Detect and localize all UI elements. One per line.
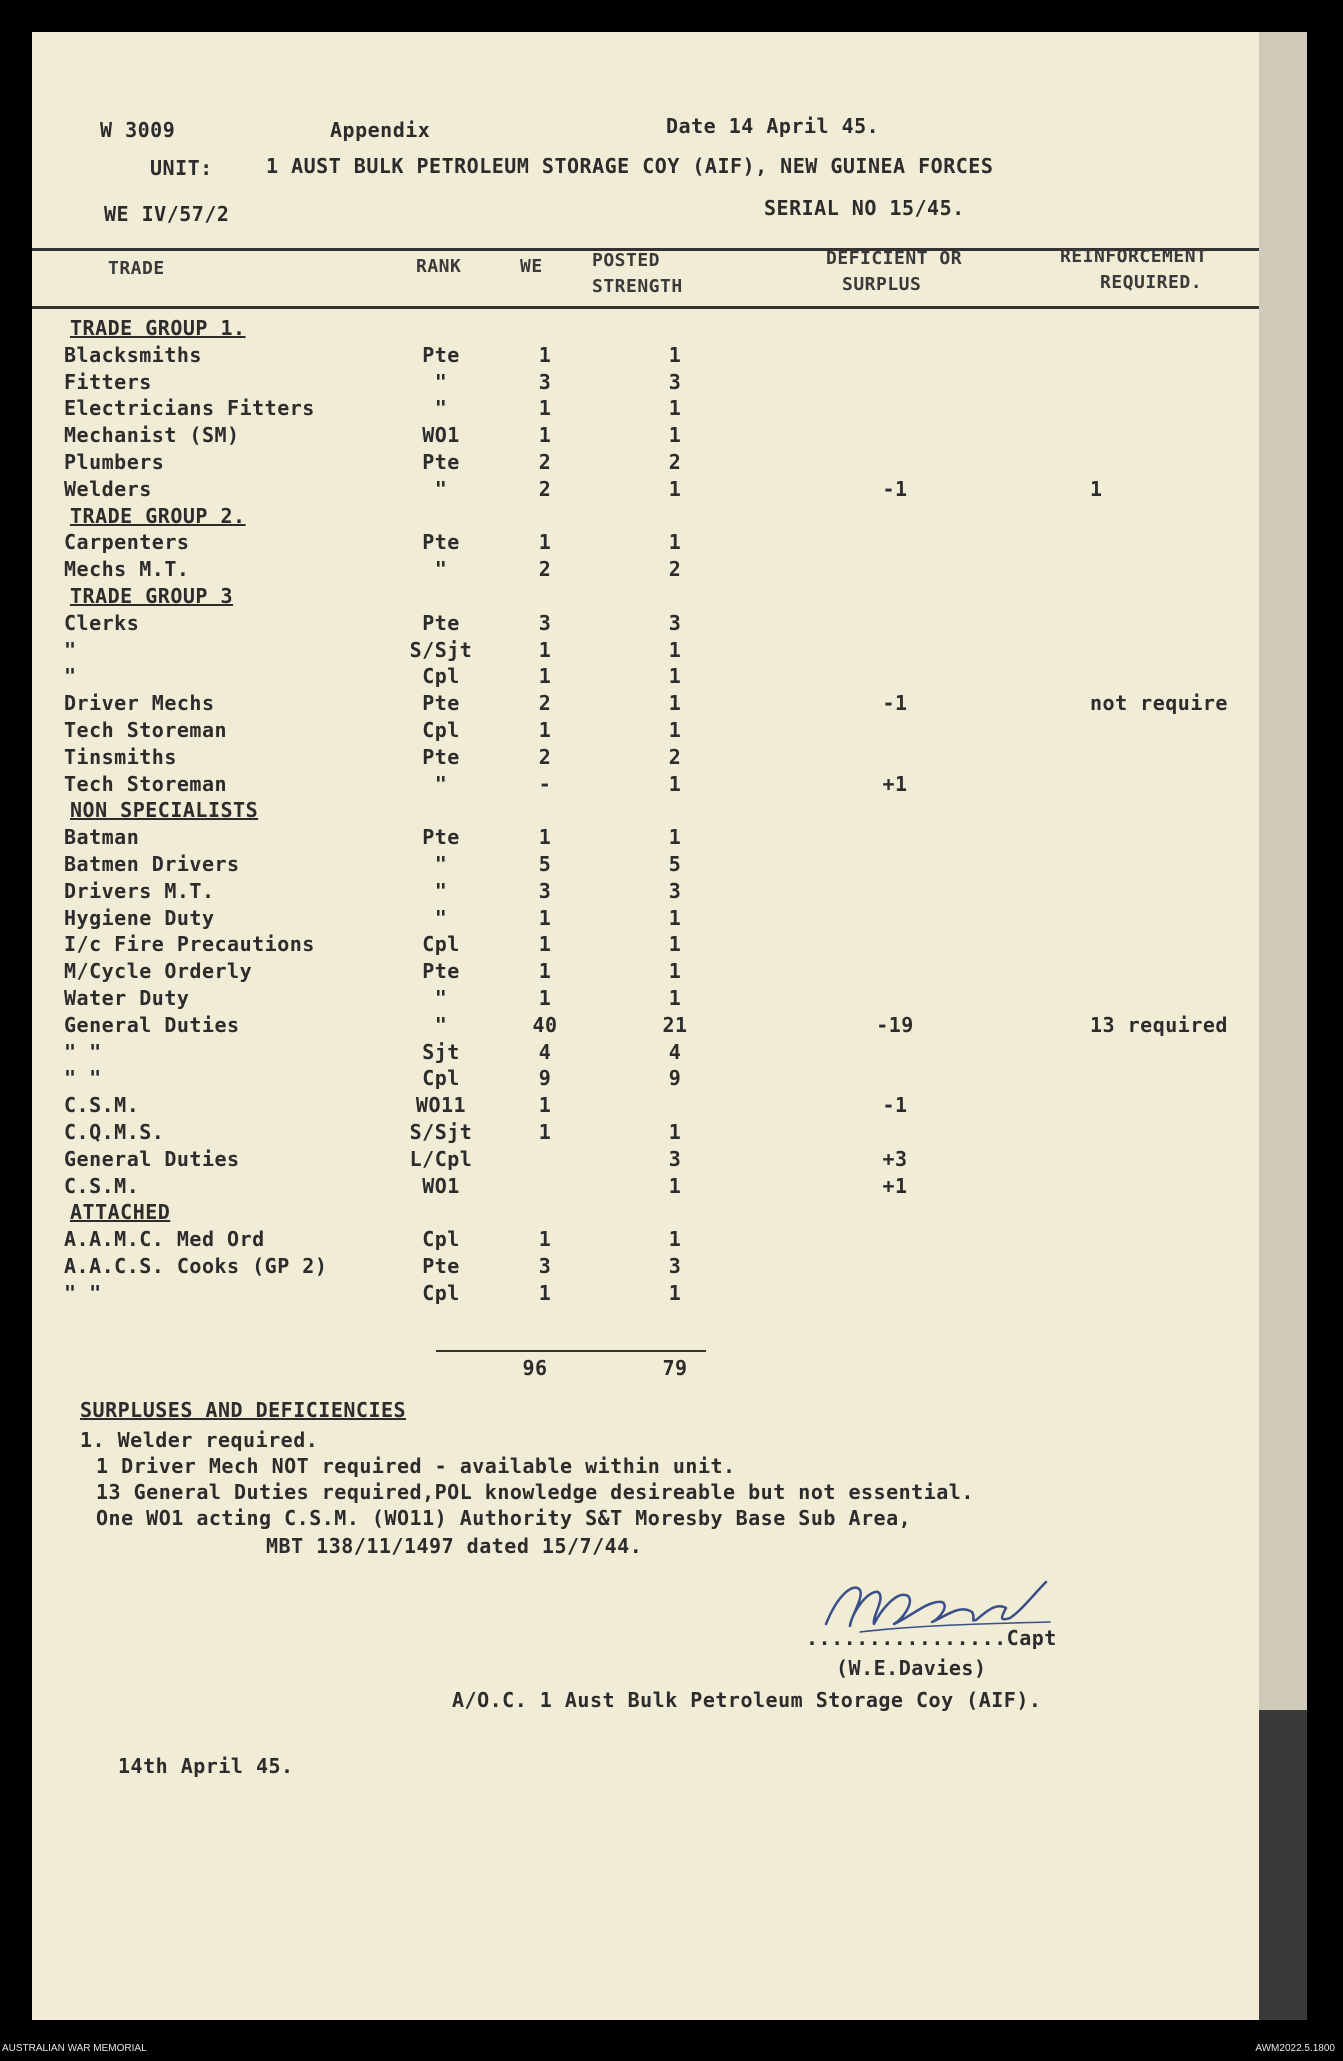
cell-we: 3 — [538, 1254, 552, 1278]
trade-name: C.S.M. — [64, 1093, 140, 1117]
cell-posted: 1 — [668, 638, 682, 662]
document-date: Date 14 April 45. — [666, 114, 880, 138]
trade-name: Drivers M.T. — [64, 879, 215, 903]
cell-rank: Pte — [422, 530, 460, 554]
trade-name: Driver Mechs — [64, 691, 215, 715]
cell-we: 1 — [538, 664, 552, 688]
cell-rank: Cpl — [422, 1066, 460, 1090]
cell-rank: Pte — [422, 825, 460, 849]
cell-rank: " — [434, 1013, 448, 1037]
cell-deficient: -1 — [882, 477, 908, 501]
cell-posted: 2 — [668, 745, 682, 769]
trade-name: Blacksmiths — [64, 343, 202, 367]
cell-posted: 3 — [668, 611, 682, 635]
cell-posted: 3 — [668, 879, 682, 903]
trade-name: I/c Fire Precautions — [64, 932, 315, 956]
cell-posted: 1 — [668, 691, 682, 715]
cell-we: 1 — [538, 1093, 552, 1117]
col-reinforcement-2: REQUIRED. — [1100, 272, 1203, 293]
cell-posted: 21 — [662, 1013, 688, 1037]
cell-rank: Pte — [422, 745, 460, 769]
cell-deficient: -1 — [882, 691, 908, 715]
note-line: 1 Driver Mech NOT required - available within unit. — [96, 1454, 736, 1478]
cell-deficient: +1 — [882, 1174, 908, 1198]
cell-we: 2 — [538, 557, 552, 581]
cell-posted: 1 — [668, 932, 682, 956]
cell-deficient: +3 — [882, 1147, 908, 1171]
trade-name: Fitters — [64, 370, 152, 394]
cell-we: 1 — [538, 343, 552, 367]
cell-posted: 1 — [668, 396, 682, 420]
cell-we: 1 — [538, 1227, 552, 1251]
cell-we: 1 — [538, 1120, 552, 1144]
cell-we: 3 — [538, 370, 552, 394]
cell-we: 2 — [538, 450, 552, 474]
cell-we: 2 — [538, 477, 552, 501]
cell-posted: 1 — [668, 825, 682, 849]
cell-posted: 5 — [668, 852, 682, 876]
appendix-label: Appendix — [330, 118, 431, 142]
cell-we: 1 — [538, 932, 552, 956]
cell-rank: " — [434, 906, 448, 930]
cell-posted: 3 — [668, 1254, 682, 1278]
cell-rank: WO1 — [422, 1174, 460, 1198]
trade-group-heading: ATTACHED — [70, 1200, 171, 1224]
cell-we: 4 — [538, 1040, 552, 1064]
cell-rank: Pte — [422, 611, 460, 635]
cell-posted: 1 — [668, 1120, 682, 1144]
trade-name: Tech Storeman — [64, 718, 228, 742]
cell-we: 1 — [538, 638, 552, 662]
col-deficient-1: DEFICIENT OR — [826, 248, 963, 269]
cell-posted: 3 — [668, 370, 682, 394]
cell-posted: 1 — [668, 986, 682, 1010]
cell-we: 5 — [538, 852, 552, 876]
cell-rank: " — [434, 477, 448, 501]
note-line: MBT 138/11/1497 dated 15/7/44. — [266, 1534, 643, 1558]
trade-name: A.A.C.S. Cooks (GP 2) — [64, 1254, 328, 1278]
cell-we: 1 — [538, 718, 552, 742]
header-rule-bottom — [32, 306, 1259, 309]
cell-deficient: -19 — [876, 1013, 914, 1037]
cell-reinf: 13 required — [1090, 1013, 1228, 1037]
cell-posted: 1 — [668, 343, 682, 367]
trade-name: Carpenters — [64, 530, 190, 554]
cell-posted: 3 — [668, 1147, 682, 1171]
signature-dots-capt: ................Capt — [806, 1626, 1057, 1650]
trade-name: Welders — [64, 477, 152, 501]
cell-posted: 1 — [668, 959, 682, 983]
cell-posted: 2 — [668, 450, 682, 474]
cell-we: 9 — [538, 1066, 552, 1090]
trade-group-heading: TRADE GROUP 2. — [70, 504, 246, 528]
form-number: W 3009 — [100, 118, 176, 142]
trade-name: Tech Storeman — [64, 772, 228, 796]
cell-posted: 1 — [668, 477, 682, 501]
cell-we: 3 — [538, 879, 552, 903]
trade-name: " — [64, 638, 77, 662]
cell-rank: Sjt — [422, 1040, 460, 1064]
cell-rank: " — [434, 396, 448, 420]
trade-name: " " — [64, 1281, 102, 1305]
trade-name: Water Duty — [64, 986, 190, 1010]
note-line: 1. Welder required. — [80, 1428, 319, 1452]
cell-posted: 1 — [668, 1227, 682, 1251]
col-rank: RANK — [416, 256, 462, 277]
cell-rank: Cpl — [422, 932, 460, 956]
underlying-page-shadow — [1259, 1710, 1307, 2020]
trade-name: C.Q.M.S. — [64, 1120, 165, 1144]
col-posted-1: POSTED — [592, 250, 661, 271]
signatory-title: A/O.C. 1 Aust Bulk Petroleum Storage Coy (AIF). — [452, 1688, 1042, 1712]
cell-we: - — [538, 772, 552, 796]
cell-rank: Pte — [422, 959, 460, 983]
footer-date: 14th April 45. — [118, 1754, 294, 1778]
cell-we: 1 — [538, 986, 552, 1010]
trade-name: General Duties — [64, 1147, 240, 1171]
cell-rank: Pte — [422, 343, 460, 367]
cell-we: 2 — [538, 691, 552, 715]
cell-posted: 1 — [668, 1174, 682, 1198]
cell-posted: 2 — [668, 557, 682, 581]
trade-group-heading: NON SPECIALISTS — [70, 798, 259, 822]
cell-we: 40 — [532, 1013, 558, 1037]
trade-name: C.S.M. — [64, 1174, 140, 1198]
trade-name: Electricians Fitters — [64, 396, 315, 420]
cell-posted: 1 — [668, 906, 682, 930]
cell-posted: 1 — [668, 718, 682, 742]
cell-we: 3 — [538, 611, 552, 635]
unit-name: 1 AUST BULK PETROLEUM STORAGE COY (AIF), NEW GUINEA FORCES — [266, 154, 994, 178]
cell-we: 1 — [538, 959, 552, 983]
trade-name: Batmen Drivers — [64, 852, 240, 876]
cell-reinf: 1 — [1090, 477, 1103, 501]
cell-rank: S/Sjt — [409, 1120, 473, 1144]
cell-rank: " — [434, 557, 448, 581]
trade-name: Clerks — [64, 611, 140, 635]
notes-heading: SURPLUSES AND DEFICIENCIES — [80, 1398, 407, 1422]
col-deficient-2: SURPLUS — [842, 274, 922, 295]
cell-deficient: -1 — [882, 1093, 908, 1117]
cell-posted: 1 — [668, 664, 682, 688]
cell-we: 1 — [538, 825, 552, 849]
cell-rank: WO1 — [422, 423, 460, 447]
trade-name: Batman — [64, 825, 140, 849]
trade-name: Plumbers — [64, 450, 165, 474]
cell-rank: " — [434, 852, 448, 876]
cell-rank: WO11 — [415, 1093, 467, 1117]
cell-rank: " — [434, 772, 448, 796]
archive-reference: AWM2022.5.1800 — [1255, 2043, 1335, 2054]
cell-reinf: not require — [1090, 691, 1228, 715]
cell-we: 1 — [538, 530, 552, 554]
cell-rank: " — [434, 370, 448, 394]
cell-posted: 1 — [668, 530, 682, 554]
cell-rank: Pte — [422, 691, 460, 715]
note-line: One WO1 acting C.S.M. (WO11) Authority S&T Moresby Base Sub Area, — [96, 1506, 912, 1530]
cell-rank: S/Sjt — [409, 638, 473, 662]
cell-rank: " — [434, 879, 448, 903]
totals-rule — [436, 1350, 706, 1352]
col-we: WE — [520, 256, 543, 277]
cell-we: 1 — [538, 906, 552, 930]
col-trade: TRADE — [108, 258, 165, 279]
serial-number: SERIAL NO 15/45. — [764, 196, 965, 220]
cell-rank: Cpl — [422, 718, 460, 742]
trade-name: General Duties — [64, 1013, 240, 1037]
total-we: 96 — [522, 1356, 548, 1380]
trade-name: " — [64, 664, 77, 688]
trade-name: Mechanist (SM) — [64, 423, 240, 447]
cell-rank: Cpl — [422, 1281, 460, 1305]
trade-name: " " — [64, 1040, 102, 1064]
total-posted: 79 — [662, 1356, 688, 1380]
trade-group-heading: TRADE GROUP 1. — [70, 316, 246, 340]
trade-name: A.A.M.C. Med Ord — [64, 1227, 265, 1251]
cell-rank: Cpl — [422, 664, 460, 688]
cell-rank: " — [434, 986, 448, 1010]
signatory-name: (W.E.Davies) — [836, 1656, 987, 1680]
trade-name: " " — [64, 1066, 102, 1090]
cell-posted: 4 — [668, 1040, 682, 1064]
col-posted-2: STRENGTH — [592, 276, 683, 297]
cell-rank: Cpl — [422, 1227, 460, 1251]
cell-we: 1 — [538, 423, 552, 447]
cell-posted: 9 — [668, 1066, 682, 1090]
trade-name: Mechs M.T. — [64, 557, 190, 581]
we-reference: WE IV/57/2 — [104, 202, 230, 226]
trade-name: Hygiene Duty — [64, 906, 215, 930]
cell-deficient: +1 — [882, 772, 908, 796]
note-line: 13 General Duties required,POL knowledge desireable but not essential. — [96, 1480, 974, 1504]
cell-posted: 1 — [668, 423, 682, 447]
trade-name: Tinsmiths — [64, 745, 177, 769]
trade-group-heading: TRADE GROUP 3 — [70, 584, 234, 608]
archive-credit: AUSTRALIAN WAR MEMORIAL — [2, 2043, 147, 2054]
col-reinforcement-1: REINFORCEMENT — [1060, 246, 1208, 267]
cell-posted: 1 — [668, 772, 682, 796]
cell-we: 2 — [538, 745, 552, 769]
cell-posted: 1 — [668, 1281, 682, 1305]
cell-rank: L/Cpl — [409, 1147, 473, 1171]
trade-name: M/Cycle Orderly — [64, 959, 253, 983]
cell-we: 1 — [538, 396, 552, 420]
cell-we: 1 — [538, 1281, 552, 1305]
unit-label: UNIT: — [150, 156, 213, 180]
cell-rank: Pte — [422, 450, 460, 474]
cell-rank: Pte — [422, 1254, 460, 1278]
